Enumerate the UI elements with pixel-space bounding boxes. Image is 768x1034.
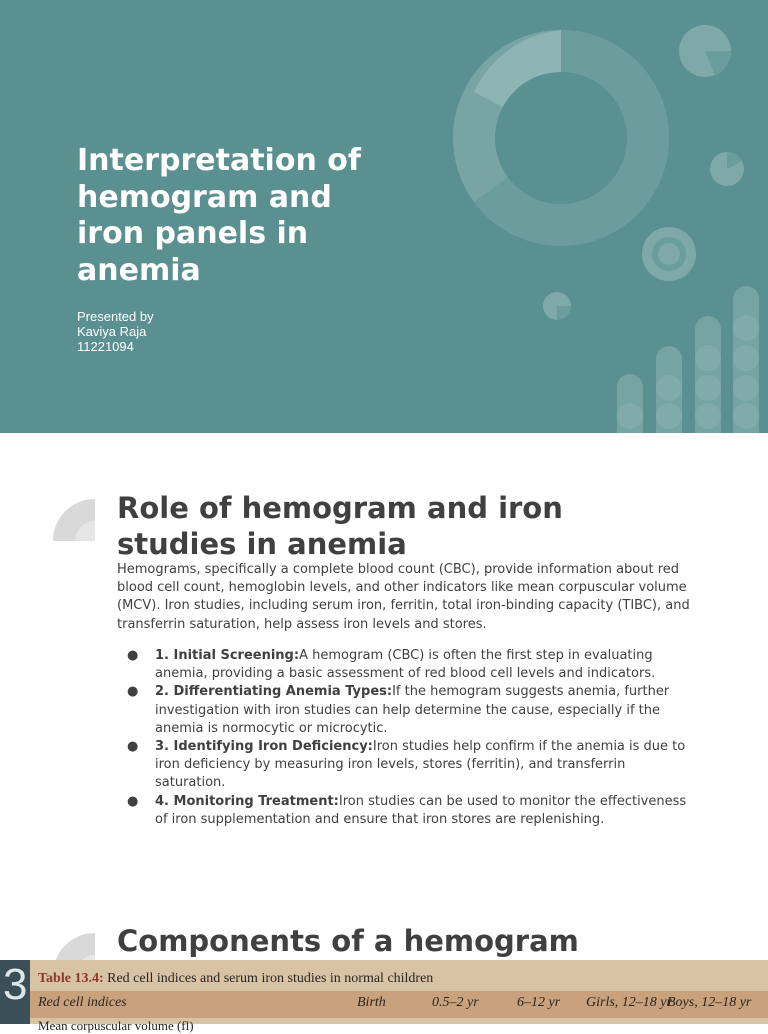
table-header-cell: Red cell indices <box>38 995 127 1010</box>
list-item-text: Iron studies can be used to monitor the effectiveness of iron supplementation and ensure that iron stores are replenishing. <box>155 793 687 827</box>
donut-chart-decoration <box>453 30 669 246</box>
table-label: Table 13.4: <box>38 971 104 986</box>
list-item-label: 3. Identifying Iron Deficiency: <box>155 739 373 755</box>
table-header-cell: Birth <box>357 995 386 1010</box>
bullet-icon: ● <box>127 739 139 755</box>
table-header-cell: 0.5–2 yr <box>432 995 479 1010</box>
table-header-cell: Boys, 12–18 yr <box>667 995 752 1010</box>
ring-decoration <box>642 227 696 281</box>
small-circle-decoration <box>543 292 571 320</box>
list-item-text: Iron studies help confirm if the anemia is due to iron deficiency by measuring iron levels, stores (ferritin), and transferrin saturation. <box>155 739 686 791</box>
presenter-name: Kaviya Raja <box>77 324 147 339</box>
quarter-circle-decoration <box>53 499 95 541</box>
presenter-id: 11221094 <box>77 339 134 354</box>
presenter-block <box>77 309 154 354</box>
textbook-table-photo <box>0 960 768 1033</box>
bullet-icon: ● <box>127 648 139 663</box>
list-item-text: A hemogram (CBC) is often the first step in evaluating anemia, providing a basic assessment of red blood cell levels and indicators. <box>155 648 656 682</box>
list-item-text: If the hemogram suggests anemia, further investigation with iron studies can help determine the cause, especially if the anemia is normocytic or microcytic. <box>155 684 670 736</box>
table-header-cell: Girls, 12–18 yr <box>586 995 672 1010</box>
capsule-bars-decoration <box>617 286 759 456</box>
components-slide <box>0 903 768 1033</box>
page-number: 3 <box>0 960 30 1024</box>
role-slide <box>0 433 768 903</box>
list-item <box>127 647 697 683</box>
table-caption-text: Red cell indices and serum iron studies in normal children <box>107 971 434 986</box>
table-header-cell: 6–12 yr <box>517 995 561 1010</box>
presented-by-label: Presented by <box>77 309 154 324</box>
table-row: Mean corpuscular volume (fl) <box>38 1018 194 1033</box>
list-item-label: 2. Differentiating Anemia Types: <box>155 684 393 700</box>
list-item <box>127 738 697 793</box>
table-caption <box>38 971 433 987</box>
intro-paragraph: Hemograms, specifically a complete blood count (CBC), provide information about red blood cell count, hemoglobin levels, and other indicators like mean corpuscular volume (MCV). Iron studies, including serum iron, ferritin, total iron-binding capacity (TIBC), and transferrin saturation, help assess iron levels and stores. <box>117 562 690 632</box>
bullet-icon: ● <box>127 684 139 700</box>
list-item <box>127 683 697 738</box>
slide-title: Role of hemogram and iron studies in anemia <box>117 491 563 561</box>
slide-title: Components of a hemogram <box>117 924 579 958</box>
presentation-title: Interpretation of hemogram and iron panels in anemia <box>77 143 361 288</box>
tiny-pie-decoration <box>710 152 744 186</box>
bullet-icon: ● <box>127 793 139 809</box>
list-item <box>127 793 697 829</box>
list-item-label: 1. Initial Screening: <box>155 648 300 663</box>
list-item-label: 4. Monitoring Treatment: <box>155 793 339 809</box>
small-pie-decoration <box>679 25 731 77</box>
role-list <box>127 647 697 829</box>
title-slide <box>0 0 768 433</box>
